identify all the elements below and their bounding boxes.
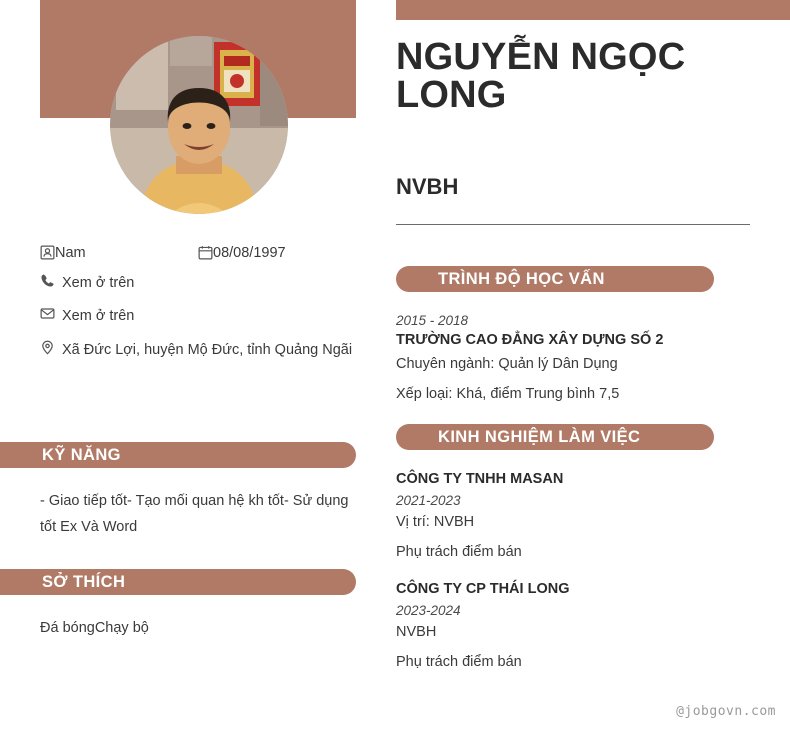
- experience-years: 2021-2023: [396, 493, 461, 508]
- experience-position: NVBH: [396, 624, 437, 641]
- profile-photo: [110, 36, 288, 214]
- education-school: TRƯỜNG CAO ĐẲNG XÂY DỰNG SỐ 2: [396, 332, 664, 348]
- phone-icon: [40, 272, 62, 288]
- section-banner-hobbies: [0, 569, 356, 595]
- experience-title: KINH NGHIỆM LÀM VIỆC: [438, 427, 641, 446]
- contact-info: [40, 245, 360, 372]
- user-icon: [40, 245, 55, 260]
- candidate-name: NGUYỄN NGỌC LONG: [396, 36, 686, 116]
- location-pin-icon: [40, 339, 62, 355]
- skills-title: KỸ NĂNG: [42, 445, 121, 464]
- header-divider: [396, 224, 750, 225]
- section-banner-education: [396, 266, 714, 292]
- gender-value: Nam: [55, 245, 86, 261]
- experience-body: [396, 471, 776, 691]
- education-grade: Xếp loại: Khá, điểm Trung bình 7,5: [396, 386, 620, 403]
- job-title: NVBH: [396, 174, 459, 199]
- phone-value: Xem ở trên: [62, 275, 135, 291]
- watermark: @jobgovn.com: [676, 704, 776, 719]
- section-banner-experience: [396, 424, 714, 450]
- contact-birthday: [198, 245, 358, 261]
- education-years: 2015 - 2018: [396, 313, 469, 328]
- experience-years: 2023-2024: [396, 603, 461, 619]
- address-value: Xã Đức Lợi, huyện Mộ Đức, tỉnh Quảng Ngãi: [62, 341, 353, 358]
- hobbies-body: Đá bóngChạy bộ: [40, 620, 149, 636]
- avatar: [110, 36, 288, 214]
- experience-duty: Phụ trách điểm bán: [396, 544, 522, 561]
- experience-item: [396, 581, 776, 673]
- birthday-value: 08/08/1997: [213, 245, 286, 261]
- education-body: [396, 313, 776, 414]
- education-major: Chuyên ngành: Quản lý Dân Dụng: [396, 356, 618, 372]
- skills-body: - Giao tiếp tốt- Tạo mối quan hệ kh tốt- Sử dụng tốt Ex Và Word: [40, 493, 349, 535]
- contact-row-address: [40, 339, 360, 361]
- contact-row-email: [40, 305, 360, 327]
- experience-item: [396, 471, 776, 563]
- experience-duty: Phụ trách điểm bán: [396, 654, 522, 671]
- experience-company: CÔNG TY TNHH MASAN: [396, 471, 564, 487]
- contact-gender: [40, 245, 198, 261]
- contact-row-phone: [40, 272, 360, 294]
- experience-company: CÔNG TY CP THÁI LONG: [396, 581, 570, 598]
- education-title: TRÌNH ĐỘ HỌC VẤN: [438, 269, 605, 288]
- left-column: [0, 0, 372, 729]
- section-banner-skills: [0, 442, 356, 468]
- hobbies-title: SỞ THÍCH: [42, 572, 126, 591]
- experience-position: Vị trí: NVBH: [396, 514, 475, 530]
- email-value: Xem ở trên: [62, 308, 135, 325]
- email-icon: [40, 305, 62, 321]
- calendar-icon: [198, 245, 213, 260]
- contact-row-gender-birthday: [40, 245, 360, 261]
